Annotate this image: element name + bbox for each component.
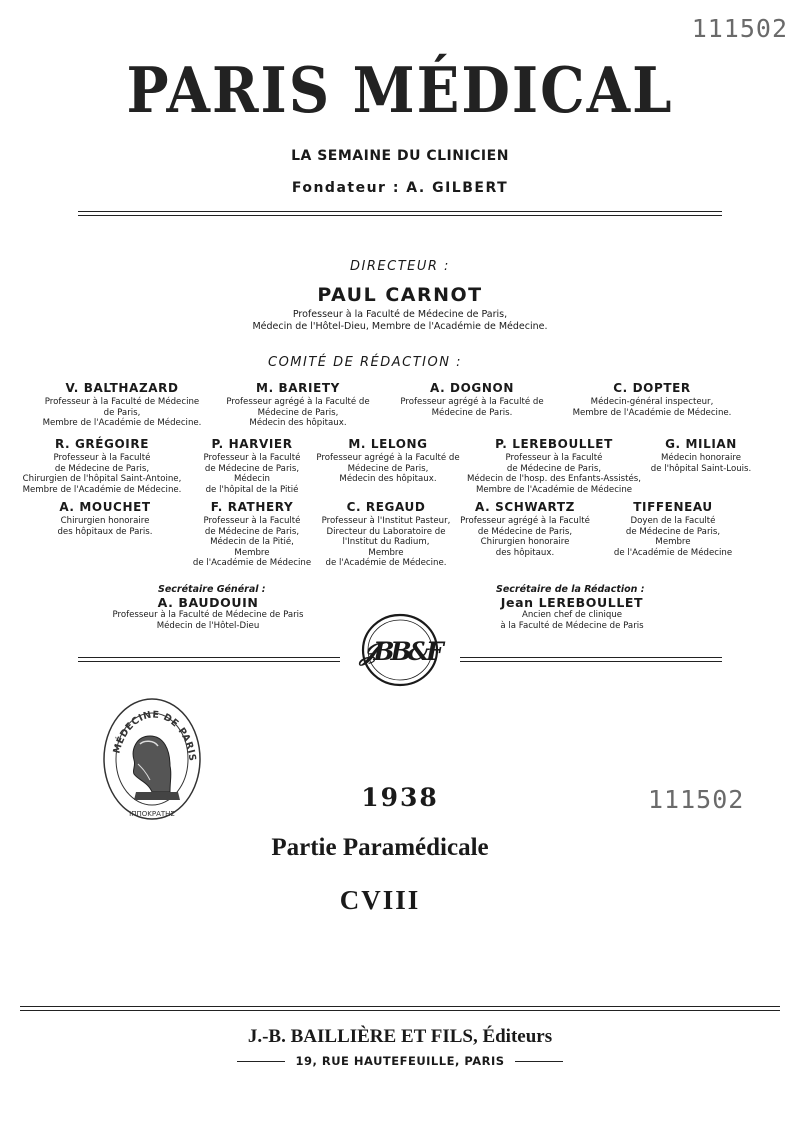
member-name: A. DOGNON (430, 381, 514, 395)
member-name: C. REGAUD (346, 500, 426, 514)
member-description-line: Professeur agrégé à la Faculté (460, 516, 590, 526)
member-description-line: de l'Académie de Médecine (613, 547, 733, 558)
publisher-name: J.-B. BAILLIÈRE ET FILS, Éditeurs (247, 1026, 553, 1047)
member-description-line: de Médecine de Paris, (625, 526, 721, 537)
member-description-line: Professeur à la Faculté (505, 453, 603, 463)
member-name: F. RATHERY (210, 500, 294, 514)
member-description-line: Médecin-général inspecteur, (590, 397, 714, 407)
member-description-line: de Paris, (103, 407, 141, 418)
secretary-redaction-label: Secrétaire de la Rédaction : (496, 584, 645, 595)
member-name: M. BARIETY (256, 381, 340, 395)
director-label: DIRECTEUR : (350, 259, 450, 274)
founder-line: Fondateur : A. GILBERT (291, 180, 509, 196)
committee-member (464, 437, 644, 495)
committee-member (560, 381, 744, 418)
member-description-line: Membre de l'Académie de Médecine (475, 484, 633, 495)
member-description-line: Professeur à l'Institut Pasteur, (321, 516, 451, 526)
member-description-line: de l'Académie de Médecine. (325, 558, 447, 569)
committee-member (596, 500, 750, 558)
member-description-line: Membre (368, 547, 404, 558)
member-description-line: Membre de l'Académie de Médecine. (22, 484, 182, 495)
member-description-line: de Médecine de Paris, (54, 463, 150, 474)
member-name: P. HARVIER (211, 437, 293, 451)
address-rule-right (515, 1061, 563, 1062)
committee-member (186, 500, 318, 569)
member-description-line: Professeur agrégé à la Faculté de (400, 397, 544, 407)
member-name: R. GRÉGOIRE (54, 437, 150, 451)
member-description-line: Membre de l'Académie de Médecine. (572, 407, 732, 418)
member-description-line: Membre de l'Académie de Médecine. (42, 418, 202, 429)
publisher-logo (342, 612, 458, 688)
member-description-line: Médecin de l'hosp. des Enfants-Assistés, (467, 474, 641, 485)
inventory-stamp-number: 111502 (691, 14, 788, 43)
committee-member (192, 437, 312, 495)
member-name: TIFFENEAU (633, 500, 713, 514)
publisher-address-row (0, 1054, 800, 1068)
member-description-line: de l'hôpital Saint-Louis. (650, 463, 752, 474)
member-description-line: Membre (655, 537, 691, 548)
member-description-line: Médecine de Paris. (431, 407, 513, 418)
member-description-line: de Médecine de Paris, (204, 526, 300, 537)
committee-member (384, 381, 560, 418)
committee-member (32, 381, 212, 429)
member-name: A. MOUCHET (59, 500, 151, 514)
member-description-line: Médecin des hôpitaux. (339, 474, 437, 485)
director-description-line: Médecin de l'Hôtel-Dieu, Membre de l'Académie de Médecine. (252, 321, 548, 332)
rule-right (460, 657, 722, 662)
member-description-line: de Médecine de Paris, (204, 463, 300, 474)
svg-text:ΙΠΠΟΚΡΑΤΗΣ: ΙΠΠΟΚΡΑΤΗΣ (129, 810, 175, 818)
member-description-line: Professeur agrégé à la Faculté de (226, 397, 370, 407)
member-name: V. BALTHAZARD (65, 381, 179, 395)
committee-member (12, 437, 192, 495)
member-description-line: Professeur à la Faculté (203, 516, 301, 526)
member-description-line: de Médecine de Paris, (506, 463, 602, 474)
member-description-line: Médecin (233, 474, 270, 485)
member-description-line: Chirurgien honoraire (60, 516, 150, 526)
member-name: A. SCHWARTZ (475, 500, 575, 514)
member-description-line: de l'hôpital de la Pitié (205, 484, 299, 495)
director-name: PAUL CARNOT (317, 284, 483, 306)
member-name: G. MILIAN (665, 437, 737, 451)
secretary-general-label: Secrétaire Général : (158, 584, 266, 595)
svg-text:𝒥BB&F: 𝒥BB&F (360, 637, 440, 666)
member-description-line: Professeur à la Faculté (53, 453, 151, 463)
secretary-general-block (90, 584, 326, 631)
member-description-line: des hôpitaux. (495, 547, 555, 558)
member-description-line: Doyen de la Faculté (630, 516, 716, 526)
member-description-line: des hôpitaux de Paris. (57, 526, 153, 537)
committee-member (312, 437, 464, 485)
member-name: M. LELONG (348, 437, 428, 451)
footer-rule (20, 1006, 780, 1011)
member-description-line: Médecine de Paris, (257, 407, 339, 418)
issue-volume: CVIII (339, 885, 421, 915)
journal-subtitle: LA SEMAINE DU CLINICIEN (291, 148, 509, 164)
svg-text:MÉDECINE DE PARIS: MÉDECINE DE PARIS (111, 709, 198, 763)
committee-label: COMITÉ DE RÉDACTION : (268, 355, 462, 370)
issue-year: 1938 (361, 783, 439, 812)
member-description-line: Chirurgien honoraire (480, 537, 570, 548)
address-rule-left (237, 1061, 285, 1062)
member-description-line: Professeur à la Faculté (203, 453, 301, 463)
committee-member (312, 500, 460, 569)
secretary-general-name: A. BAUDOUIN (157, 595, 259, 610)
committee-member (646, 437, 756, 474)
secretary-general-description-line: Professeur à la Faculté de Médecine de Paris (112, 610, 304, 620)
secretary-general-description-line: Médecin de l'Hôtel-Dieu (156, 620, 260, 631)
committee-member (212, 381, 384, 429)
header-double-rule (78, 211, 722, 216)
member-description-line: Médecine de Paris, (347, 463, 429, 474)
member-name: C. DOPTER (613, 381, 691, 395)
member-description-line: Professeur à la Faculté de Médecine (44, 397, 200, 407)
secretary-redaction-name: Jean LEREBOULLET (500, 595, 644, 610)
inventory-stamp-number: 111502 (648, 785, 745, 814)
issue-section: Partie Paramédicale (271, 834, 489, 861)
committee-member (40, 500, 170, 537)
committee-member (456, 500, 594, 558)
member-description-line: Médecin de la Pitié, (210, 537, 294, 548)
secretary-redaction-block (466, 584, 678, 631)
journal-title: PARIS MÉDICAL (126, 54, 674, 128)
member-description-line: Chirurgien de l'hôpital Saint-Antoine, (22, 474, 182, 485)
director-description-line: Professeur à la Faculté de Médecine de Paris, (292, 309, 508, 320)
member-name: P. LEREBOULLET (495, 437, 613, 451)
member-description-line: Directeur du Laboratoire de (326, 526, 446, 537)
member-description-line: Membre (234, 547, 270, 558)
publisher-address: 19, RUE HAUTEFEUILLE, PARIS (295, 1054, 505, 1068)
member-description-line: l'Institut du Radium, (342, 537, 430, 548)
member-description-line: Professeur agrégé à la Faculté de (316, 453, 460, 463)
member-description-line: de l'Académie de Médecine (192, 558, 312, 569)
member-description-line: Médecin honoraire (661, 453, 741, 463)
member-description-line: Médecin des hôpitaux. (249, 418, 347, 429)
member-description-line: de Médecine de Paris, (477, 526, 573, 537)
secretary-redaction-description-line: Ancien chef de clinique (521, 610, 623, 620)
secretary-redaction-description-line: à la Faculté de Médecine de Paris (500, 620, 644, 631)
rule-left (78, 657, 340, 662)
